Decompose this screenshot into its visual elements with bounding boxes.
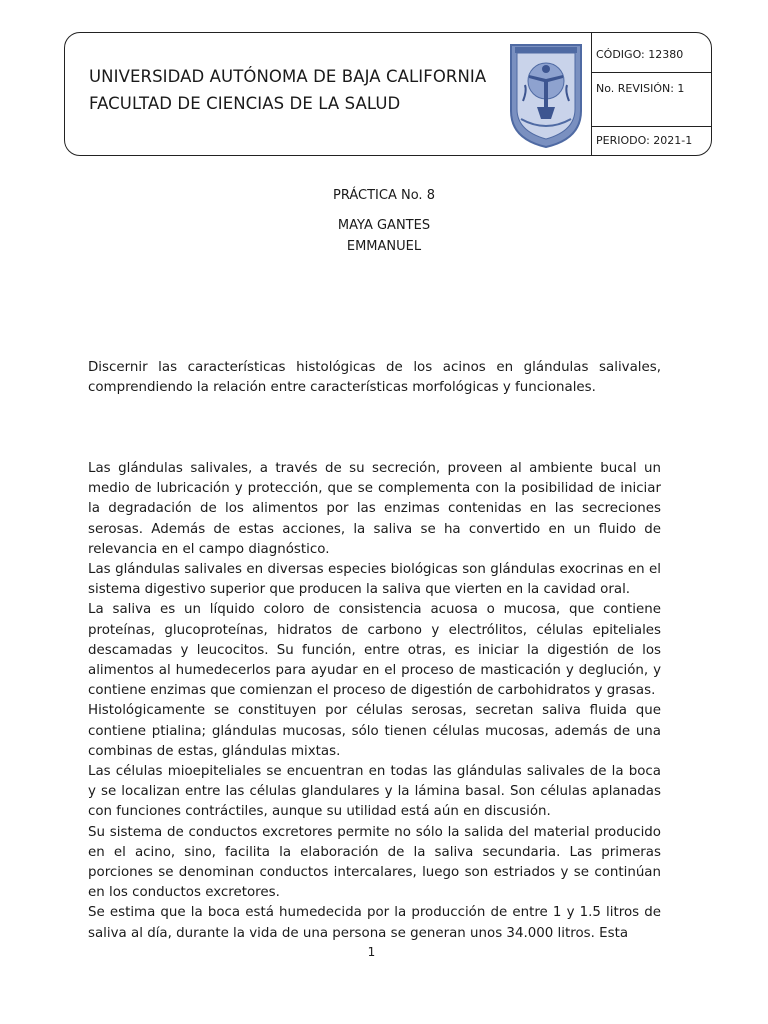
meta-divider bbox=[592, 72, 712, 73]
period: PERIODO: 2021-1 bbox=[596, 134, 693, 147]
page-number: 1 bbox=[367, 945, 376, 959]
document-meta bbox=[591, 33, 712, 155]
student-name-line1: MAYA GANTES bbox=[337, 218, 431, 233]
university-name: UNIVERSIDAD AUTÓNOMA DE BAJA CALIFORNIA bbox=[89, 67, 487, 86]
faculty-name: FACULTAD DE CIENCIAS DE LA SALUD bbox=[89, 94, 401, 113]
objective-text: Discernir las características histológicas de los acinos en glándulas salivales, comprendiendo la relación entre características morfológicas y funcionales. bbox=[88, 360, 661, 396]
paragraph: Histológicamente se constituyen por células serosas, secretan saliva fluida que contiene ptialina; glándulas mucosas, sólo tienen células mucosas, además de una combinas de estas, glándulas mixtas. bbox=[88, 703, 661, 759]
university-seal-logo bbox=[507, 41, 585, 149]
student-name-line2: EMMANUEL bbox=[346, 239, 422, 254]
practice-title: PRÁCTICA No. 8 bbox=[333, 188, 435, 203]
objective-paragraph bbox=[88, 358, 661, 398]
paragraph: Las células mioepiteliales se encuentran en todas las glándulas salivales de la boca y se localizan entre las células glandulares y la lámina basal. Son células aplanadas con funciones contráctiles, aunque su utilidad está aún en discusión. bbox=[88, 764, 661, 820]
paragraph: La saliva es un líquido coloro de consistencia acuosa o mucosa, que contiene proteínas, glucoproteínas, hidratos de carbono y electrólitos, células epiteliales descamadas y leucocitos. Su función, entre otras, es iniciar la digestión de los alimentos al humedecerlos para ayudar en el proceso de masticación y deglución, y contiene enzimas que comienzan el proceso de digestión de carbohidratos y grasas. bbox=[88, 602, 661, 699]
document-code: CÓDIGO: 12380 bbox=[596, 48, 684, 61]
paragraph: Su sistema de conductos excretores permite no sólo la salida del material producido en el acino, sino, facilita la elaboración de la saliva secundaria. Las primeras porciones se denominan conductos intercalares, luego son estriados y se continúan en los conductos excretores. bbox=[88, 824, 661, 901]
meta-divider bbox=[592, 126, 712, 127]
revision-number: No. REVISIÓN: 1 bbox=[596, 82, 685, 95]
document-header bbox=[64, 32, 712, 156]
paragraph: Se estima que la boca está humedecida por la producción de entre 1 y 1.5 litros de saliva al día, durante la vida de una persona se generan unos 34.000 litros. Esta bbox=[88, 905, 661, 941]
paragraph: Las glándulas salivales en diversas especies biológicas son glándulas exocrinas en el sistema digestivo superior que producen la saliva que vierten en la cavidad oral. bbox=[88, 562, 661, 598]
introduction-text bbox=[88, 459, 661, 944]
paragraph: Las glándulas salivales, a través de su secreción, proveen al ambiente bucal un medio de lubricación y protección, que se complementa con la posibilidad de iniciar la degradación de los alimentos por las enzimas contenidas en las secreciones serosas. Además de estas acciones, la saliva se ha convertido en un fluido de relevancia en el campo diagnóstico. bbox=[88, 461, 661, 557]
